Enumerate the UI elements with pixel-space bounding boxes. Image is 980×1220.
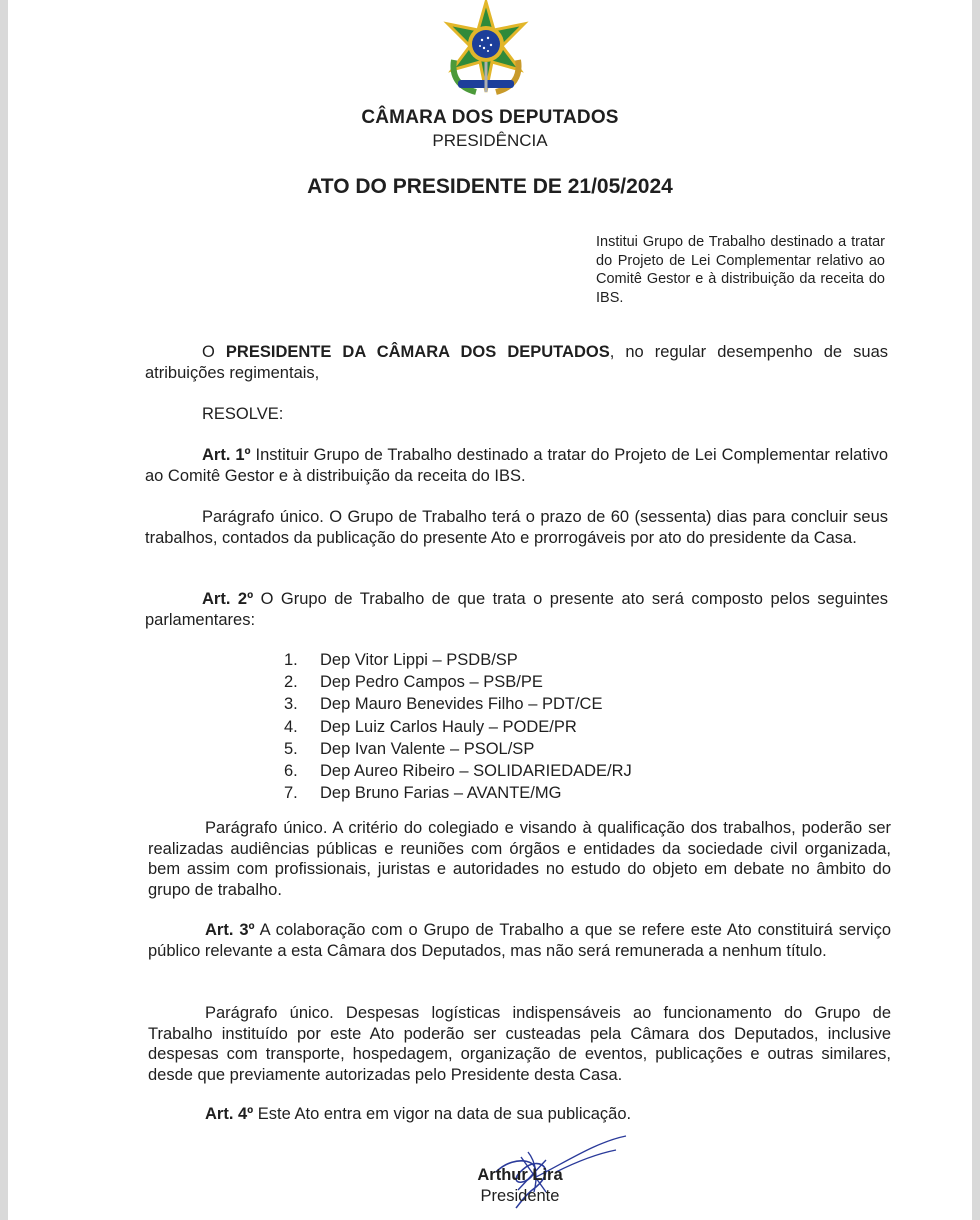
list-item: [284, 738, 632, 760]
article-2-paragraph: Parágrafo único. A critério do colegiado e visando à qualificação dos trabalhos, poderão ser realizadas audiências públicas e reuniões com órgãos e entidades da sociedade civil organizada, bem assim com profissionais, juristas e autoridades no estudo do objeto em debate no âmbito do grupo de trabalho.: [148, 819, 891, 899]
preamble-bold: PRESIDENTE DA CÂMARA DOS DEPUTADOS: [225, 343, 610, 361]
list-item: [284, 693, 632, 715]
preamble-lead: O: [202, 343, 215, 361]
list-item-number: 2.: [284, 673, 298, 692]
member-list: [284, 649, 632, 804]
list-item-number: 6.: [284, 762, 298, 781]
list-item-name: Dep Ivan Valente – PSOL/SP: [320, 739, 535, 758]
article-1-label: Art. 1º: [202, 446, 251, 464]
article-3-paragraph: Parágrafo único. Despesas logísticas indispensáveis ao funcionamento do Grupo de Trabalho instituído por este Ato poderão ser custeadas pela Câmara dos Deputados, inclusive despesas com transporte, hospedagem, organização de eventos, publicações e outras similares, desde que previamente autorizadas pelo Presidente desta Casa.: [148, 1004, 891, 1084]
article-1: [145, 445, 888, 486]
article-2-label: Art. 2º: [202, 590, 254, 608]
resolve-text: RESOLVE:: [202, 405, 284, 423]
article-1-text: Instituir Grupo de Trabalho destinado a tratar do Projeto de Lei Complementar relativo ao Comitê Gestor e à distribuição da receita do IBS.: [145, 446, 888, 485]
article-2: [145, 589, 888, 630]
signer-role: Presidente: [480, 1187, 560, 1205]
resolve-line: [145, 404, 888, 425]
list-item-number: 5.: [284, 739, 298, 758]
list-item-name: Dep Vitor Lippi – PSDB/SP: [320, 651, 518, 669]
article-4-label: Art. 4º: [205, 1105, 254, 1123]
list-item-number: 1.: [284, 651, 298, 669]
signer-name: Arthur Lira: [477, 1166, 563, 1184]
list-item: [284, 649, 632, 671]
article-4: [148, 1104, 891, 1125]
list-item: [284, 716, 632, 738]
document-page: [8, 0, 972, 1220]
article-4-text: Este Ato entra em vigor na data de sua publicação.: [257, 1105, 632, 1123]
list-item-number: 7.: [284, 784, 298, 803]
article-2-text: O Grupo de Trabalho de que trata o presente ato será composto pelos seguintes parlamentares:: [145, 590, 888, 629]
article-3-text: A colaboração com o Grupo de Trabalho a que se refere este Ato constituirá serviço público relevante a esta Câmara dos Deputados, mas não será remunerada a nenhum título.: [148, 921, 891, 960]
list-item-name: Dep Bruno Farias – AVANTE/MG: [320, 784, 562, 803]
article-3: [148, 920, 891, 961]
list-item-number: 3.: [284, 695, 298, 714]
department-name: PRESIDÊNCIA: [432, 131, 548, 150]
list-item-name: Dep Pedro Campos – PSB/PE: [320, 673, 543, 692]
preamble-rest: , no regular desempenho de suas atribuições regimentais,: [145, 343, 888, 382]
list-item-name: Dep Aureo Ribeiro – SOLIDARIEDADE/RJ: [320, 762, 632, 781]
act-title: ATO DO PRESIDENTE DE 21/05/2024: [307, 175, 673, 198]
article-3-label: Art. 3º: [205, 921, 255, 939]
article-1-paragraph: Parágrafo único. O Grupo de Trabalho terá o prazo de 60 (sessenta) dias para concluir seus trabalhos, contados da publicação do presente Ato e prorrogáveis por ato do presidente da Casa.: [145, 508, 888, 547]
list-item-name: Dep Mauro Benevides Filho – PDT/CE: [320, 695, 603, 714]
list-item-name: Dep Luiz Carlos Hauly – PODE/PR: [320, 717, 577, 736]
coat-of-arms-emblem: [436, 0, 536, 100]
preamble-paragraph: [145, 342, 888, 383]
list-item: [284, 760, 632, 782]
list-item: [284, 671, 632, 693]
list-item: [284, 782, 632, 804]
ementa-text: Institui Grupo de Trabalho destinado a tratar do Projeto de Lei Complementar relativo ao Comitê Gestor e à distribuição da receita do IBS.: [596, 234, 885, 306]
list-item-number: 4.: [284, 717, 298, 736]
institution-name: CÂMARA DOS DEPUTADOS: [361, 107, 619, 128]
